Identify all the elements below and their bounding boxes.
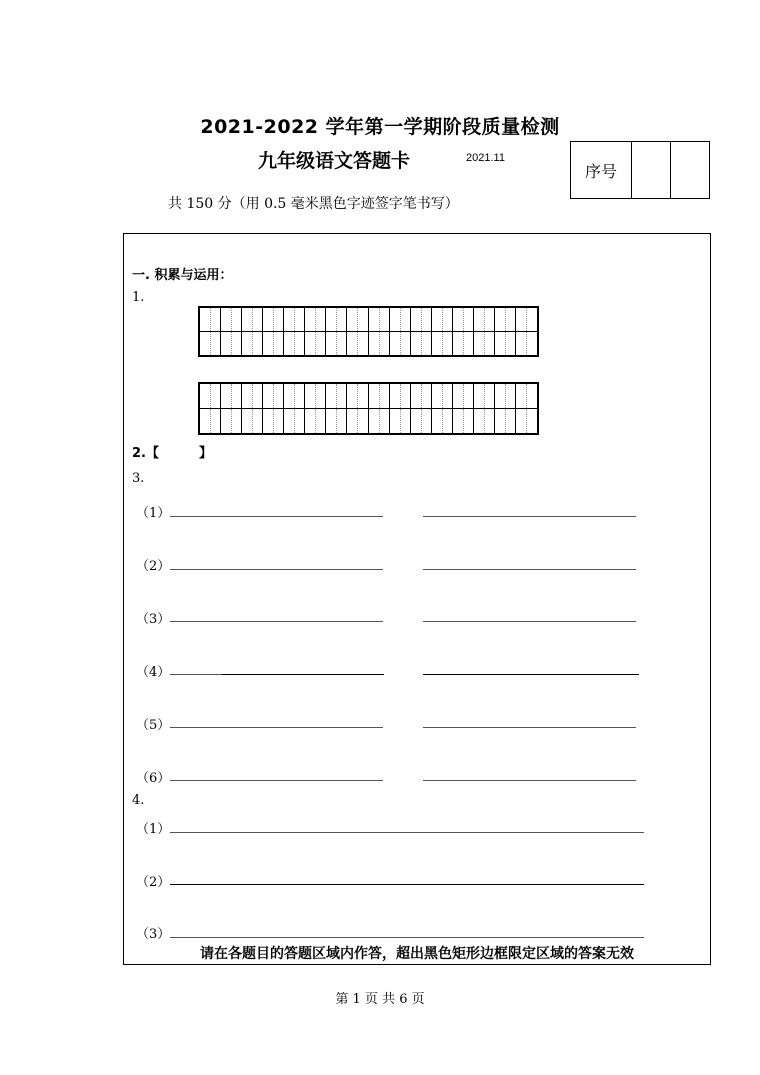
q3-item-4-label: （4）: [136, 665, 171, 680]
grid-cell[interactable]: [432, 308, 453, 332]
grid-cell[interactable]: [516, 332, 537, 356]
sequence-cell-2[interactable]: [671, 142, 709, 198]
grid-cell[interactable]: [453, 409, 474, 434]
grid-cell[interactable]: [495, 308, 516, 332]
q4-item-2-label: （2）: [136, 875, 171, 890]
grid-cell[interactable]: [347, 409, 368, 434]
grid-cell[interactable]: [347, 332, 368, 356]
grid-cell[interactable]: [474, 384, 495, 409]
grid-cell[interactable]: [411, 409, 432, 434]
question-3-number: 3.: [132, 471, 145, 486]
q3-item-3-line-a[interactable]: [170, 621, 383, 622]
q3-item-5-line-a[interactable]: [170, 727, 383, 728]
exam-title: 2021-2022 学年第一学期阶段质量检测: [200, 116, 560, 138]
grid-cell[interactable]: [516, 409, 537, 434]
grid-cell[interactable]: [263, 332, 284, 356]
grid-cell[interactable]: [369, 308, 390, 332]
q3-item-5-label: （5）: [136, 718, 171, 733]
grid-cell[interactable]: [390, 308, 411, 332]
question-2-number: 2.【: [132, 446, 159, 461]
q3-item-6-line-a[interactable]: [170, 780, 383, 781]
grid-cell[interactable]: [432, 409, 453, 434]
grid-cell[interactable]: [411, 384, 432, 409]
grid-cell[interactable]: [326, 409, 347, 434]
grid-cell[interactable]: [200, 332, 221, 356]
q4-item-1-line[interactable]: [170, 832, 644, 833]
q3-item-4-line-a-start[interactable]: [170, 674, 222, 675]
grid-cell[interactable]: [263, 384, 284, 409]
q3-item-4-line-b[interactable]: [423, 674, 639, 675]
grid-cell[interactable]: [411, 308, 432, 332]
q3-item-5-line-b[interactable]: [423, 727, 636, 728]
grid-cell[interactable]: [305, 384, 326, 409]
q3-item-4-line-a[interactable]: [222, 674, 384, 675]
grid-cell[interactable]: [495, 384, 516, 409]
grid-cell[interactable]: [516, 308, 537, 332]
sequence-label: 序号: [571, 142, 632, 198]
grid-cell[interactable]: [242, 409, 263, 434]
writing-grid-2[interactable]: [198, 382, 539, 435]
grid-cell[interactable]: [390, 384, 411, 409]
grid-cell[interactable]: [242, 332, 263, 356]
q4-item-3-line[interactable]: [170, 937, 644, 938]
grid-cell[interactable]: [453, 308, 474, 332]
q3-item-1-label: （1）: [136, 506, 171, 521]
total-score-instruction: 共 150 分（用 0.5 毫米黑色字迹签字笔书写）: [168, 196, 459, 212]
q3-item-2-line-a[interactable]: [170, 569, 383, 570]
grid-cell[interactable]: [411, 332, 432, 356]
q3-item-2-label: （2）: [136, 559, 171, 574]
grid-cell[interactable]: [453, 332, 474, 356]
question-4-number: 4.: [132, 793, 145, 808]
grid-cell[interactable]: [347, 384, 368, 409]
q3-item-1-line-b[interactable]: [423, 516, 636, 517]
grid-cell[interactable]: [495, 409, 516, 434]
q4-item-3-label: （3）: [136, 927, 171, 942]
grid-cell[interactable]: [326, 308, 347, 332]
grid-cell[interactable]: [347, 308, 368, 332]
sequence-cell-1[interactable]: [632, 142, 671, 198]
grid-cell[interactable]: [200, 308, 221, 332]
question-2-answer-field[interactable]: [150, 440, 196, 458]
grid-cell[interactable]: [474, 409, 495, 434]
grid-cell[interactable]: [242, 308, 263, 332]
grid-cell[interactable]: [495, 332, 516, 356]
grid-cell[interactable]: [474, 308, 495, 332]
grid-cell[interactable]: [284, 384, 305, 409]
grid-cell[interactable]: [305, 409, 326, 434]
grid-cell[interactable]: [474, 332, 495, 356]
grid-cell[interactable]: [284, 308, 305, 332]
page-footer: 第 1 页 共 6 页: [335, 992, 425, 1007]
sequence-number-box: [570, 141, 710, 199]
q3-item-2-line-b[interactable]: [423, 569, 636, 570]
grid-cell[interactable]: [432, 384, 453, 409]
answer-area-notice: 请在各题目的答题区域内作答，超出黑色矩形边框限定区域的答案无效: [200, 946, 634, 962]
grid-cell[interactable]: [305, 308, 326, 332]
grid-cell[interactable]: [221, 308, 242, 332]
grid-cell[interactable]: [326, 384, 347, 409]
section-title: 一. 积累与运用：: [132, 268, 233, 283]
q3-item-6-line-b[interactable]: [423, 780, 636, 781]
grid-cell[interactable]: [390, 332, 411, 356]
answer-sheet-title: 九年级语文答题卡: [258, 150, 411, 172]
grid-cell[interactable]: [305, 332, 326, 356]
grid-cell[interactable]: [369, 384, 390, 409]
grid-cell[interactable]: [242, 384, 263, 409]
grid-cell[interactable]: [221, 409, 242, 434]
grid-cell[interactable]: [369, 332, 390, 356]
q4-item-2-line[interactable]: [170, 884, 644, 885]
grid-cell[interactable]: [432, 332, 453, 356]
grid-cell[interactable]: [263, 409, 284, 434]
grid-cell[interactable]: [221, 332, 242, 356]
grid-cell[interactable]: [369, 409, 390, 434]
question-2-bracket-close: 】: [199, 446, 213, 461]
grid-cell[interactable]: [200, 384, 221, 409]
grid-cell[interactable]: [390, 409, 411, 434]
exam-date: 2021.11: [466, 152, 505, 164]
grid-cell[interactable]: [263, 308, 284, 332]
q3-item-6-label: （6）: [136, 771, 171, 786]
grid-cell[interactable]: [453, 384, 474, 409]
q3-item-3-line-b[interactable]: [423, 621, 636, 622]
grid-cell[interactable]: [284, 409, 305, 434]
grid-cell[interactable]: [284, 332, 305, 356]
q3-item-1-line-a[interactable]: [170, 516, 383, 517]
q4-item-1-label: （1）: [136, 822, 171, 837]
grid-cell[interactable]: [516, 384, 537, 409]
grid-cell[interactable]: [326, 332, 347, 356]
grid-cell[interactable]: [221, 384, 242, 409]
question-1-number: 1.: [132, 290, 145, 305]
writing-grid-1[interactable]: [198, 306, 539, 357]
grid-cell[interactable]: [200, 409, 221, 434]
q3-item-3-label: （3）: [136, 612, 171, 627]
